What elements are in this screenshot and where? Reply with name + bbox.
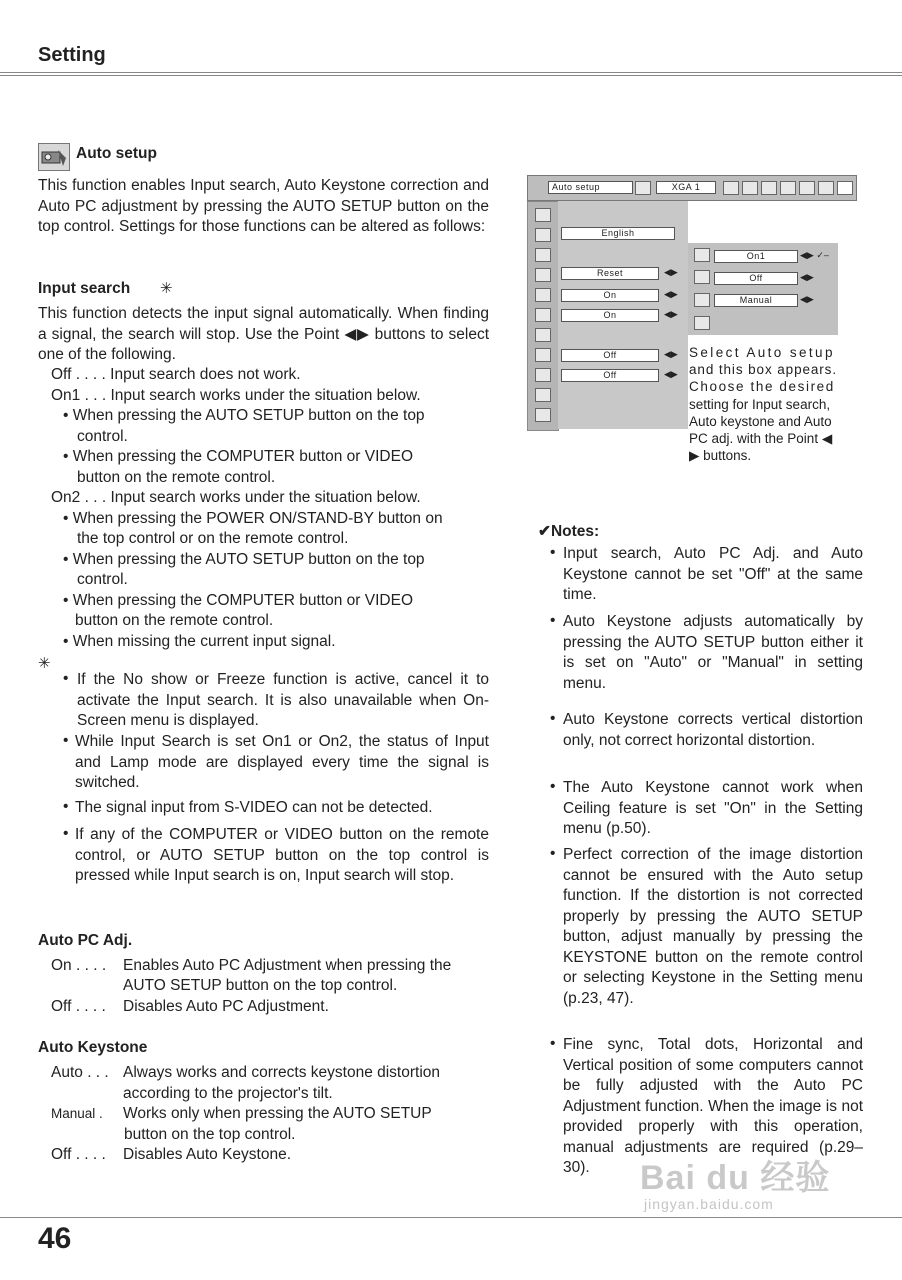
caption-line: ▶ buttons.: [689, 448, 752, 464]
ceiling-icon: [535, 288, 551, 302]
input-search-intro: This function detects the input signal automatically. When finding a signal, the search will stop. Use the Point ◀▶ buttons to select one of the following.: [38, 305, 489, 363]
auto-keystone-key: Manual .: [51, 1106, 103, 1121]
point-arrows-icon: ◀▶: [800, 294, 814, 304]
screen-tab-icon: [780, 181, 796, 195]
footnote-item: The signal input from S-VIDEO can not be detected.: [75, 799, 433, 816]
exit-icon: [535, 408, 551, 422]
caption-line: Select Auto setup: [689, 345, 835, 360]
input-search-line: • When pressing the POWER ON/STAND-BY button on: [63, 510, 443, 527]
caption-line: PC adj. with the Point ◀: [689, 431, 833, 447]
point-arrows-icon: ◀▶: [800, 272, 814, 282]
footnote-bullet: •: [63, 670, 69, 687]
footnote-item: If any of the COMPUTER or VIDEO button on the remote control, or AUTO SETUP button on the top control is pressed while Input search is on, Input search will stop.: [75, 826, 489, 884]
menu-field: On: [561, 289, 659, 302]
caption-line: Auto keystone and Auto: [689, 413, 832, 429]
note-item: Auto Keystone corrects vertical distortion only, not correct horizontal distortion.: [563, 711, 863, 749]
input-search-line: • When missing the current input signal.: [63, 633, 336, 650]
auto-keystone-key: Auto . . .: [51, 1064, 109, 1081]
auto-keystone-title: Auto Keystone: [38, 1039, 148, 1056]
language-icon: [535, 228, 551, 242]
footnote-item: While Input Search is set On1 or On2, the status of Input and Lamp mode are displayed every time the signal is switched.: [75, 733, 489, 791]
auto-setup-title: Auto setup: [76, 145, 157, 162]
point-arrows-icon: ◀▶: [664, 349, 678, 359]
keystone-icon: [694, 293, 710, 307]
auto-setup-tab-icon: [635, 181, 651, 195]
auto-keystone-key: Off . . . .: [51, 1146, 106, 1163]
auto-setup-icon: [38, 143, 70, 171]
setting-tab-icon: [799, 181, 815, 195]
menu-topbar: [527, 175, 857, 201]
footnote-bullet: •: [63, 732, 69, 749]
note-item: Fine sync, Total dots, Horizontal and Vertical position of some computers cannot be fully adjusted with the Auto PC Adjustment function. When the image is not provided properly with this operation, manual adjustments are required (p.29–30).: [563, 1036, 863, 1176]
auto-keystone-text: Disables Auto Keystone.: [123, 1146, 292, 1163]
auto-keystone-text: Always works and corrects keystone distortion: [123, 1064, 441, 1081]
input-search-line: • When pressing the COMPUTER button or VIDEO: [63, 448, 413, 465]
background-icon: [535, 348, 551, 362]
asterisk-mark: ✳: [160, 280, 173, 297]
submenu-field-auto-keystone: Manual: [714, 294, 798, 307]
note-bullet: •: [550, 778, 556, 795]
baidu-watermark-url: jingyan.baidu.com: [644, 1196, 774, 1212]
input-search-line: Off . . . . Input search does not work.: [51, 366, 301, 383]
baidu-watermark: Bai du 经验: [640, 1159, 831, 1197]
auto-pc-text: Disables Auto PC Adjustment.: [123, 998, 329, 1015]
note-bullet: •: [550, 1035, 556, 1052]
input-search-line: button on the remote control.: [75, 612, 274, 629]
note-bullet: •: [550, 710, 556, 727]
auto-setup-intro: This function enables Input search, Auto Keystone correction and Auto PC adjustment by pressing the AUTO SETUP button on the top control. Settings for those functions can be altered as follows:: [38, 177, 489, 235]
caption-line: setting for Input search,: [689, 396, 831, 412]
caption-line: and this box appears.: [689, 362, 837, 378]
note-bullet: •: [550, 845, 556, 862]
submenu-field-auto-pc: Off: [714, 272, 798, 285]
terminal-icon: [535, 328, 551, 342]
exit-icon: [694, 316, 710, 330]
input-search-line: control.: [77, 428, 128, 445]
menu-field-language: English: [561, 227, 675, 240]
computer-tab-icon: [723, 181, 739, 195]
header-rule: [0, 72, 902, 73]
header-rule-2: [0, 75, 902, 76]
auto-setup-submenu: [688, 243, 838, 335]
menu-field: Off: [561, 349, 659, 362]
auto-pc-adj-title: Auto PC Adj.: [38, 932, 133, 949]
display-icon: [535, 368, 551, 382]
rear-icon: [535, 308, 551, 322]
input-search-line: On2 . . . Input search works under the situation below.: [51, 489, 421, 506]
auto-keystone-cont: according to the projector's tilt.: [123, 1085, 333, 1102]
pencil-tab-icon: [837, 181, 853, 195]
menu-panel: [558, 201, 688, 429]
note-item: Input search, Auto PC Adj. and Auto Keystone cannot be set "Off" at the same time.: [563, 545, 863, 603]
menu-field: Off: [561, 369, 659, 382]
menu-icon-column: [527, 201, 559, 431]
note-item: Auto Keystone adjusts automatically by pressing the AUTO SETUP button either it is set on "Auto" or "Manual" in setting menu.: [563, 613, 863, 692]
keystone-icon: [535, 268, 551, 282]
menu-title: Auto setup: [548, 181, 633, 194]
auto-pc-icon: [694, 270, 710, 284]
menu-source: XGA 1: [656, 181, 716, 194]
auto-keystone-text: Works only when pressing the AUTO SETUP: [123, 1105, 432, 1122]
auto-setup-icon: [535, 248, 551, 262]
page-title: Setting: [38, 44, 106, 66]
input-search-line: • When pressing the AUTO SETUP button on the top: [63, 407, 425, 424]
auto-keystone-cont: button on the top control.: [124, 1126, 296, 1143]
footnote-bullet: •: [63, 798, 69, 815]
menu-field-reset: Reset: [561, 267, 659, 280]
menu-field: On: [561, 309, 659, 322]
point-arrows-icon: ◀▶: [664, 289, 678, 299]
up-arrow-icon: [535, 208, 551, 222]
auto-pc-key: On . . . .: [51, 957, 107, 974]
input-search-line: button on the remote control.: [77, 469, 276, 486]
note-item: Perfect correction of the image distortion cannot be ensured with the Auto setup function. If the distortion is not corrected properly by pressing the AUTO SETUP button, adjust manually by pressing the KEYSTONE button on the remote control or selecting Keystone in the Setting menu (p.23, 47).: [563, 846, 863, 1007]
info-tab-icon: [818, 181, 834, 195]
input-search-line: On1 . . . Input search works under the situation below.: [51, 387, 421, 404]
footer-rule: [0, 1217, 902, 1218]
note-bullet: •: [550, 612, 556, 629]
input-search-line: the top control or on the remote control.: [77, 530, 349, 547]
point-arrows-icon: ◀▶: [664, 369, 678, 379]
input-search-line: control.: [77, 571, 128, 588]
adjust-tab-icon: [761, 181, 777, 195]
footnote-mark: ✳: [38, 655, 51, 672]
submenu-field-input-search: On1: [714, 250, 798, 263]
footnote-item: If the No show or Freeze function is active, cancel it to activate the Input search. It is also unavailable when On-Screen menu is displayed.: [77, 671, 489, 729]
footnote-bullet: •: [63, 825, 69, 842]
input-search-title: Input search: [38, 280, 131, 297]
note-item: The Auto Keystone cannot work when Ceiling feature is set "On" in the Setting menu (p.50).: [563, 779, 863, 837]
caption-line: Choose the desired: [689, 379, 835, 395]
image-tab-icon: [742, 181, 758, 195]
note-bullet: •: [550, 544, 556, 561]
point-arrows-icon: ◀▶: [664, 309, 678, 319]
notes-title: ✔Notes:: [538, 523, 600, 540]
down-arrow-icon: [535, 388, 551, 402]
page-number: 46: [38, 1222, 72, 1255]
point-arrows-icon: ◀▶: [664, 267, 678, 277]
input-search-icon: [694, 248, 710, 262]
auto-pc-text: Enables Auto PC Adjustment when pressing the: [123, 957, 452, 974]
auto-pc-cont: AUTO SETUP button on the top control.: [123, 977, 398, 994]
menu-caption: [689, 344, 837, 464]
point-arrows-icon: ◀▶ ✓–: [800, 250, 829, 260]
input-search-line: • When pressing the AUTO SETUP button on the top: [63, 551, 425, 568]
auto-pc-key: Off . . . .: [51, 998, 106, 1015]
input-search-line: • When pressing the COMPUTER button or VIDEO: [63, 592, 413, 609]
